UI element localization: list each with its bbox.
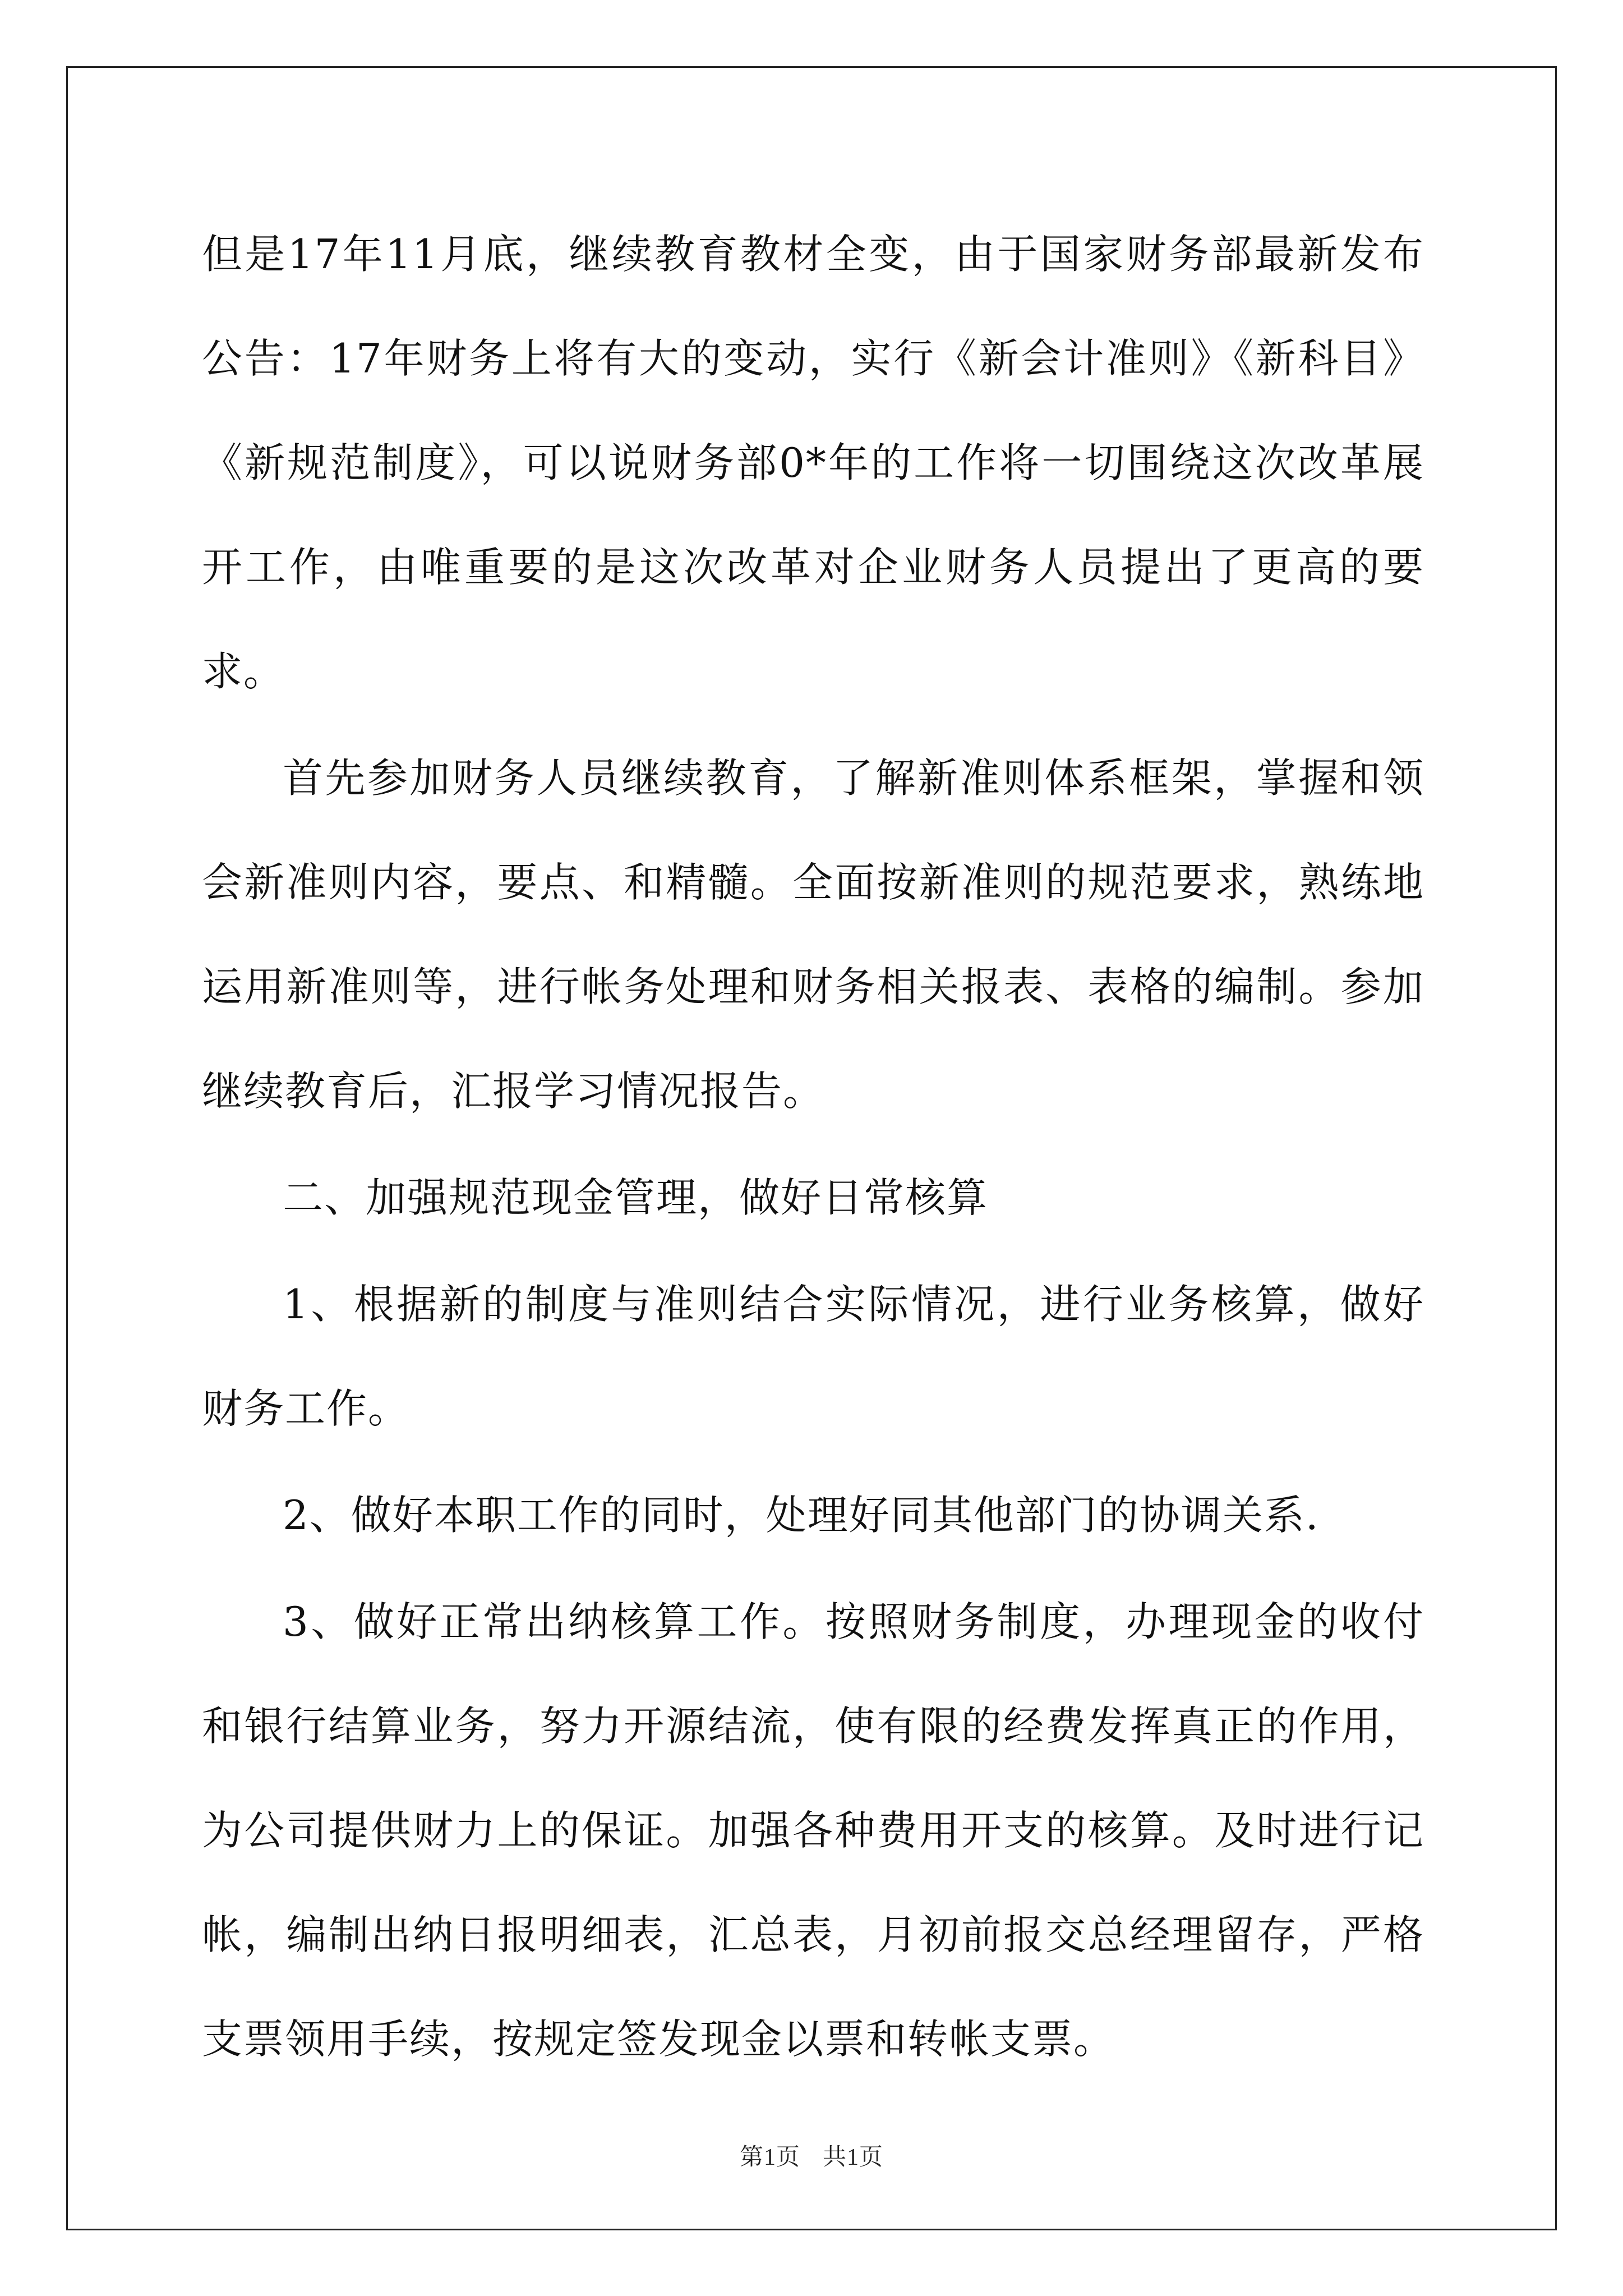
paragraph-item-3: 3、做好正常出纳核算工作。按照财务制度，办理现金的收付和银行结算业务，努力开源结流，使有限的经费发挥真正的作用，为公司提供财力上的保证。加强各种费用开支的核算。及时进行记帐，编制出纳日报明细表，汇总表，月初前报交总经理留存，严格支票领用手续，按规定签发现金以票和转帐支票。 [202, 1598, 1424, 2063]
page-footer [0, 2138, 1623, 2172]
document-body [202, 202, 1424, 2093]
paragraph-1: 但是17年11月底，继续教育教材全变，由于国家财务部最新发布公告：17年财务上将有大的变动，实行《新会计准则》《新科目》《新规范制度》，可以说财务部0*年的工作将一切围绕这次改革展开工作，由唯重要的是这次改革对企业财务人员提出了更高的要求。 [202, 231, 1424, 695]
page-number: 第1页 [739, 2145, 800, 2170]
paragraph-2: 首先参加财务人员继续教育，了解新准则体系框架，掌握和领会新准则内容，要点、和精髓。全面按新准则的规范要求，熟练地运用新准则等，进行帐务处理和财务相关报表、表格的编制。参加继续教育后，汇报学习情况报告。 [202, 754, 1424, 1115]
page-total: 共1页 [823, 2145, 884, 2170]
paragraph-item-1: 1、根据新的制度与准则结合实际情况，进行业务核算，做好财务工作。 [202, 1281, 1424, 1432]
section-heading: 二、加强规范现金管理，做好日常核算 [283, 1174, 989, 1221]
paragraph-item-2: 2、做好本职工作的同时，处理好同其他部门的协调关系. [283, 1492, 1320, 1539]
